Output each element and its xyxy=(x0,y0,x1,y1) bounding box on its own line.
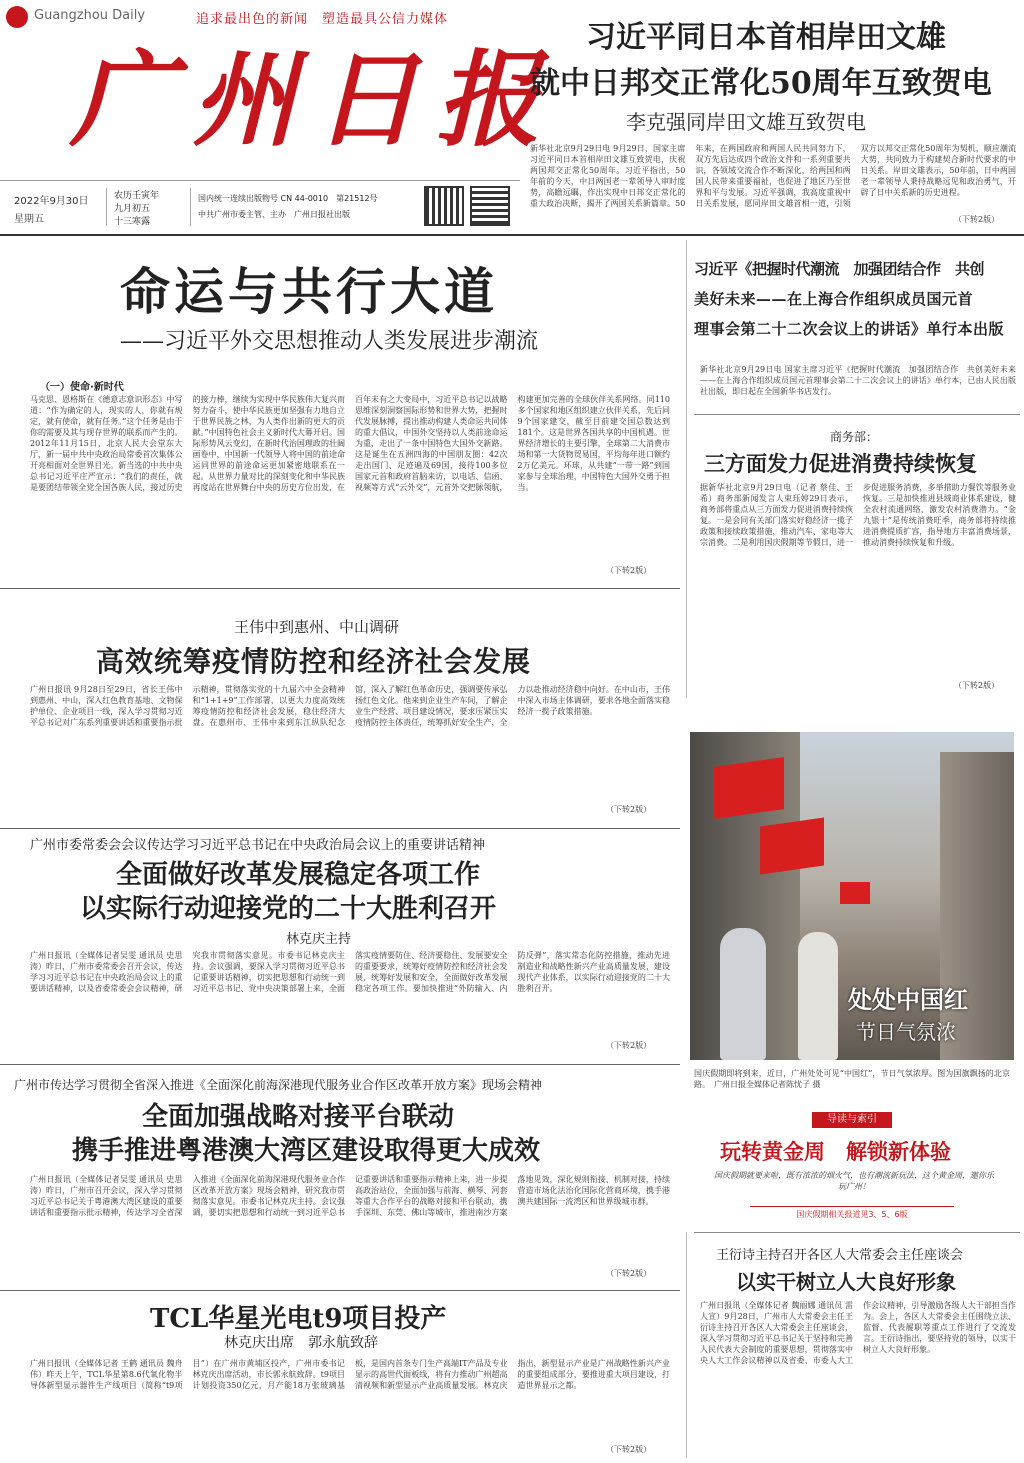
top-story-subtitle: 李克强同岸田文雄互致贺电 xyxy=(626,110,866,134)
wang-kicker: 王伟中到惠州、中山调研 xyxy=(234,618,400,636)
issue-date: 2022年9月30日 xyxy=(14,196,89,207)
qianhai-title-1[interactable]: 全面加强战略对接平台联动 xyxy=(142,1102,455,1132)
flag-icon-2 xyxy=(760,818,824,875)
wang-yanshi-story xyxy=(694,1238,1020,1460)
photo-overlay-2: 节日气氛浓 xyxy=(856,1020,956,1044)
commerce-title[interactable]: 三方面发力促进消费持续恢复 xyxy=(704,451,977,476)
flag-icon-3 xyxy=(840,882,870,904)
main-feature-body: 马克思、恩格斯在《德意志意识形态》中写道：“作为确定的人，现实的人，你就有规定，就有使命，就有任务。”这个任务是由于你的需要及其与现存世界的联系而产生的。2012年11月15日，北京人民大会堂东大厅，新一届中共中央政治局常委首次集体公开亮相面对全世界目光。新当选的中共中央总书记习近平庄严宣示：“我们的责任，就是要团结带领全党全国各族人民，接过历史的接力棒，继续为实现中华民族伟大复兴而努力奋斗，使中华民族更加坚强有力地自立于世界民族之林，为人类作出新的更大的贡献。”中国特色社会主义新时代大幕开启。国际形势风云变幻，在新时代治国理政的壮阔画卷中，中国新一代领导人将中国的前途命运同世界的前途命运更加紧密地联系在一起。从世界力量对比的深刻变化和中华民族再度站在世界舞台中央的历史方位出发，在百年未有之大变局中，习近平总书记以战略思维深刻洞察国际形势和世界大势，把握时代发展脉搏，提出推动构建人类命运共同体的重大倡议，中国外交坚持以人类前途命运为重，走出了一条中国特色大国外交新路。这是诞生在五洲四海的中国朋友圈：42次走出国门、足迹遍及69国，接待100多位国家元首和政府首脑来访，以电话、信函、视频等方式“云外交”，元首外交把脉领航，构建更加完善的全球伙伴关系网络。同110多个国家和地区组织建立伙伴关系，先后同9个国家建交，截至目前建交国总数达到181个。这是世界各国共享的中国机遇。世界经济增长的主要引擎，全球第二大消费市场和第一大货物贸易国，平均每年进口额约2万亿美元。环球，从共建“一带一路”到国家参与全球治理，中国特色大国外交勇于担当。 xyxy=(30,395,670,492)
wang-body: 广州日报讯 9月28日至29日，省长王伟中到惠州、中山，深入红色教育基地、文物保护单位、企业项目一线，深入学习贯彻习近平总书记对广东系列重要讲话和重要指示批示精神，贯彻落实党的十九届六中全会精神和“1+1+9”工作部署，以更大力度高效统筹疫情防控和经济社会发展，稳住经济大盘。在惠州市，王伟中来到东江纵队纪念馆，深入了解红色革命历史，强调要传承弘扬红色文化。他来到企业生产车间，了解企业生产经营、项目建设情况，要求压紧压实疫情防控主体责任，统筹抓好安全生产，全力以赴推动经济稳中向好。在中山市，王伟中深入市场主体调研，要求各地全面落实稳经济一揽子政策措施。 xyxy=(30,685,670,727)
wang-yanshi-kicker: 王衍诗主持召开各区人大常委会主任座谈会 xyxy=(716,1248,964,1263)
tcl-title[interactable]: TCL华星光电t9项目投产 xyxy=(150,1304,447,1334)
gz-committee-title-2[interactable]: 以实际行动迎接党的二十大胜利召开 xyxy=(80,894,497,924)
pedestrian-1 xyxy=(720,928,766,1060)
gz-committee-story xyxy=(0,830,680,1058)
wang-title[interactable]: 高效统筹疫情防控和经济社会发展 xyxy=(96,645,532,678)
guide-more[interactable]: 国庆假期相关报道见3、5、6版 xyxy=(750,1206,954,1220)
commerce-kicker: 商务部： xyxy=(830,430,879,444)
guide-body: 国庆假期就要来啦，既有浓浓的烟火气，也有潮流新玩法，这个黄金周，邀你乐玩广州！ xyxy=(714,1171,994,1191)
paper-name-en: Guangzhou Daily xyxy=(34,8,146,23)
lunar-3: 十三寒露 xyxy=(114,217,151,227)
wang-yanshi-body: 广州日报讯（全媒体记者 魏丽娜 通讯员 雷人宣）9月28日，广州市人大常委会主任王衍诗主持召开各区人大常委会主任座谈会，深入学习贯彻习近平总书记关于坚持和完善人民代表大会制度的重要思想，贯彻落实中央人大工作会议精神以及省委、市委人大工作会议精神，引导激励各级人大干部担当作为。会上，各区人大常委会主任围绕立法、监督、代表履职等重点工作进行了交流发言。王衍诗指出，要坚持党的领导，以实干树立人大良好形象。 xyxy=(700,1301,1016,1365)
right-top-title-1[interactable]: 习近平《把握时代潮流 加强团结合作 共创 xyxy=(694,260,985,278)
qianhai-title-2[interactable]: 携手推进粤港澳大湾区建设取得更大成效 xyxy=(72,1136,541,1166)
tcl-story xyxy=(0,1292,680,1462)
commerce-body: 据新华社北京9月29日电（记者 蔡佳、王希）商务部新闻发言人束珏婷29日表示，商务部将重点从三方面发力促进消费持续恢复。一是会同有关部门落实好稳经济一揽子政策和接续政策措施，推动汽车、家电等大宗消费。二是利用国庆假期等节假日，进一步促进服务消费，多举措助力餐饮等服务业恢复。三是加快推进县域商业体系建设，健全农村流通网络，激发农村消费潜力。“金九银十”是传统消费旺季，商务部将持续推进消费提质扩容，指导地方丰富消费场景，推动消费持续恢复和升级。 xyxy=(700,483,1016,547)
pedestrian-2 xyxy=(798,932,838,1060)
gz-committee-cont: （下转2版） xyxy=(606,1041,652,1050)
masthead xyxy=(0,0,559,232)
top-story-cont: （下转2版） xyxy=(954,215,1000,224)
photo-overlay-1: 处处中国红 xyxy=(848,985,968,1014)
top-story xyxy=(526,0,1016,232)
qr-code-icon[interactable] xyxy=(424,186,464,226)
photo-block xyxy=(690,732,1014,1104)
weekday: 星期五 xyxy=(14,214,44,225)
main-feature-title[interactable]: 命运与共行大道 xyxy=(120,262,498,321)
main-feature-cont: （下转2版） xyxy=(606,566,652,575)
wang-yanshi-title[interactable]: 以实干树立人大良好形象 xyxy=(736,1270,956,1294)
tcl-host: 林克庆出席 郭永航致辞 xyxy=(224,1335,378,1351)
qianhai-kicker: 广州市传达学习贯彻全省深入推进《全面深化前海深港现代服务业合作区改革开放方案》现场会精神 xyxy=(14,1078,543,1092)
issn-line: 国内统一连续出版物号 CN 44-0010 第21512号 xyxy=(198,194,378,203)
qianhai-cont: （下转2版） xyxy=(606,1269,652,1278)
slogan: 追求最出色的新闻 塑造最具公信力媒体 xyxy=(196,12,449,27)
qianhai-story xyxy=(0,1070,680,1288)
qianhai-body: 广州日报讯（全媒体记者吴雯 通讯员 史思涛）昨日，广州市召开会议，深入学习贯彻习近平总书记关于粤港澳大湾区建设的重要讲话和重要指示批示精神，传达学习全省深入推进《全面深化前海深港现代服务业合作区改革开放方案》现场会精神，研究我市贯彻落实意见。市委书记林克庆主持。会议强调，要切实把思想和行动统一到习近平总书记重要讲话和重要指示精神上来，进一步提高政治站位，全面加强与前海、横琴、河套等重大合作平台的战略对接和平台联动，携手深圳、东莞、佛山等城市，推进南沙方案落地见效，深化规则衔接、机制对接，持续营造市场化法治化国际化营商环境，携手港澳共建国际一流湾区和世界级城市群。 xyxy=(30,1175,670,1217)
gz-committee-title-1[interactable]: 全面做好改革发展稳定各项工作 xyxy=(116,860,481,890)
right-top-title-2[interactable]: 美好未来——在上海合作组织成员国元首 xyxy=(694,290,974,308)
gz-committee-body: 广州日报讯（全媒体记者吴雯 通讯员 史思涛）昨日，广州市委常委会召开会议，传达学习习近平总书记在中央政治局会议上的重要讲话精神，以及省委常委会会议精神，研究我市贯彻落实意见。市委书记林克庆主持。会议强调，要深入学习贯彻习近平总书记重要讲话精神，切实把思想和行动统一到习近平总书记、党中央决策部署上来，全面落实疫情要防住、经济要稳住、发展要安全的重要要求，统筹好疫情防控和经济社会发展，统筹好发展和安全，全面做好改革发展稳定各项工作。要加快推进“外防输入、内防反弹”，落实常态化防控措施，推动先进制造业和战略性新兴产业高质量发展，建设现代产业体系，以实际行动迎接党的二十大胜利召开。 xyxy=(30,951,670,993)
lunar-1: 农历壬寅年 xyxy=(114,191,160,201)
main-feature-subtitle: ——习近平外交思想推动人类发展进步潮流 xyxy=(120,329,539,354)
guide-title[interactable]: 玩转黄金周 解锁新体验 xyxy=(720,1139,951,1164)
photo-caption: 国庆假期即将到来，近日，广州处处可见“中国红”，节日气氛浓厚。图为国旗飘扬的北京路。 广州日报全媒体记者陈忧子 摄 xyxy=(694,1069,1010,1089)
right-top-title-3[interactable]: 理事会第二十二次会议上的讲话》单行本出版 xyxy=(694,320,1005,338)
sponsor-line: 中共广州市委主管、主办 广州日报社出版 xyxy=(198,210,350,219)
gz-committee-host: 林克庆主持 xyxy=(286,932,352,947)
wang-cont: （下转2版） xyxy=(606,805,652,814)
gz-committee-kicker: 广州市委常委会会议传达学习习近平总书记在中央政治局会议上的重要讲话精神 xyxy=(30,838,486,853)
tcl-cont: （下转2版） xyxy=(606,1445,652,1454)
street-photo[interactable] xyxy=(690,732,1014,1060)
guide-box xyxy=(690,1108,1014,1224)
right-top-story xyxy=(694,240,1020,410)
top-story-title-2[interactable]: 就中日邦交正常化50周年互致贺电 xyxy=(530,66,992,101)
commerce-story xyxy=(694,420,1020,698)
main-feature xyxy=(0,240,680,580)
top-story-title-1[interactable]: 习近平同日本首相岸田文雄 xyxy=(586,20,946,55)
top-story-body: 新华社北京9月29日电 9月29日，国家主席习近平同日本首相岸田文雄互致贺电，庆祝两国邦交正常化50周年。习近平指出，50年前的今天，中日两国老一辈领导人审时度势，高瞻远瞩，作出实现中日邦交正常化的重大政治决断，揭开了两国关系新篇章。50年来，在两国政府和两国人民共同努力下，双方先后达成四个政治文件和一系列重要共识，各领域交流合作不断深化，给两国和两国人民带来重要福祉，也促进了地区乃至世界和平与发展。习近平强调，我高度重视中日关系发展，愿同岸田文雄首相一道，引领双方以邦交正常化50周年为契机，顺应潮流大势，共同致力于构建契合新时代要求的中日关系。岸田文雄表示，50年前，日中两国老一辈领导人秉持战略远见和政治勇气，开辟了日中关系新的历史进程。 xyxy=(530,144,1016,208)
main-feature-section: （一）使命·新时代 xyxy=(40,382,124,393)
flag-icon xyxy=(714,757,784,819)
right-top-body: 新华社北京9月29日电 国家主席习近平《把握时代潮流 加强团结合作 共创美好未来——在上海合作组织成员国元首理事会第二十二次会议上的讲话》单行本，已由人民出版社出版，即日起在全国新华书店发行。 xyxy=(700,365,1016,396)
lunar-2: 九月初五 xyxy=(114,204,151,214)
paper-logo-icon xyxy=(6,6,28,28)
wang-story xyxy=(0,592,680,824)
commerce-cont: （下转2版） xyxy=(954,681,1000,690)
guide-label: 导读与索引 xyxy=(812,1112,892,1128)
logo-text: 广州日报 xyxy=(70,38,559,161)
tcl-body: 广州日报讯（全媒体记者 王鹤 通讯员 魏舟伟）昨天上午，TCL华星第8.6代氧化物半导体新型显示器件生产线项目（简称“t9项目”）在广州市黄埔区投产，广州市委书记林克庆出席活动，市长郭永航致辞。t9项目计划投资350亿元，月产能18万张玻璃基板，是国内首条专门生产高端IT产品及专业显示的高世代面板线，将有力推动广州超高清视频和新型显示产业高质量发展。林克庆指出，新型显示产业是广州战略性新兴产业的重要组成部分，要推进重大项目建设，打造世界显示之都。 xyxy=(30,1359,670,1390)
qr-code-icon-2[interactable] xyxy=(470,186,510,226)
